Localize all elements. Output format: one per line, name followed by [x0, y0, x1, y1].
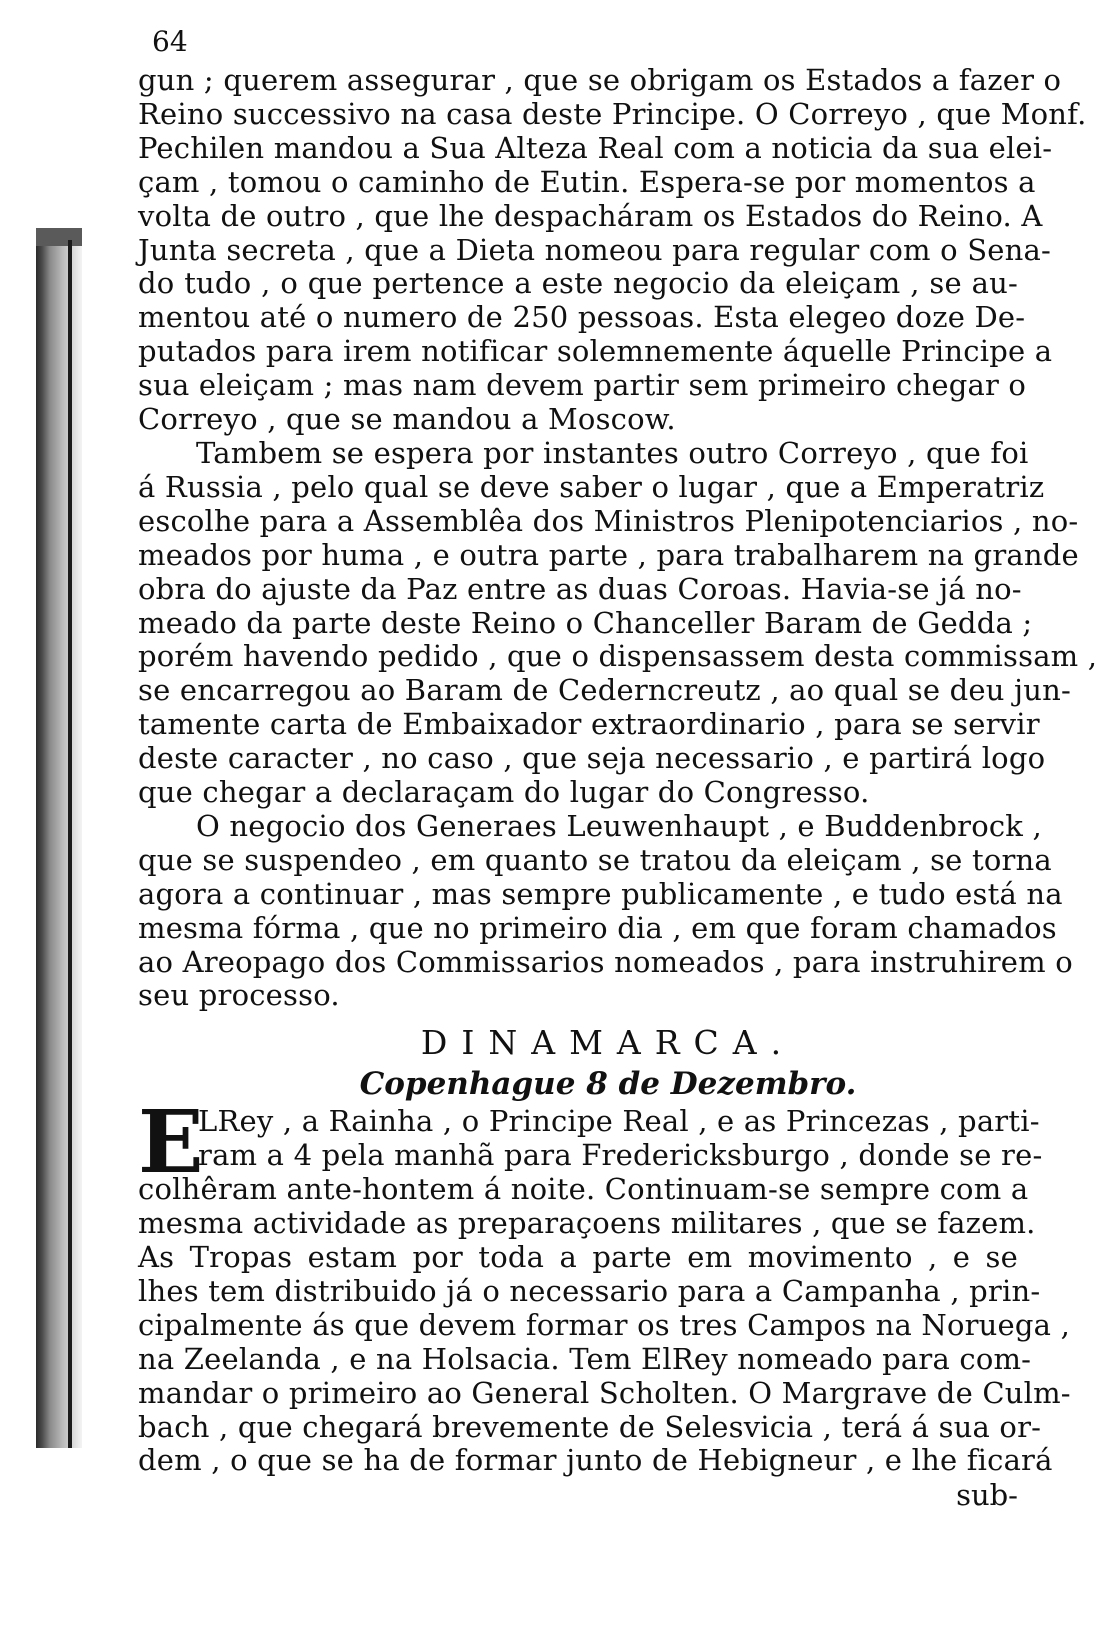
text-line: Correyo , que se mandou a Moscow. [138, 402, 676, 437]
text-line: ao Areopago dos Commissarios nomeados , para instruhirem o [138, 944, 1073, 979]
text-line: putados para irem notificar solemnemente áquelle Principe a [138, 334, 1053, 369]
page-number: 64 [152, 25, 188, 58]
text-line: bach , que chegará brevemente de Selesvicia , terá á sua or- [138, 1409, 1042, 1444]
text-line: Reino successivo na casa deste Principe. O Correyo , que Monf. [138, 96, 1087, 131]
text-line: mesma fórma , que no primeiro dia , em que foram chamados [138, 910, 1057, 945]
drop-cap: E [138, 1092, 204, 1194]
text-line: mentou até o numero de 250 pessoas. Esta elegeo doze De- [138, 300, 1026, 335]
text-line: agora a continuar , mas sempre publicamente , e tudo está na [138, 876, 1063, 911]
text-line: se encarregou ao Baram de Cederncreutz , ao qual se deu jun- [138, 673, 1071, 708]
text-line: lhes tem distribuido já o necessario para a Campanha , prin- [138, 1273, 1041, 1308]
text-line: gun ; querem assegurar , que se obrigam os Estados a fazer o [138, 63, 1062, 97]
text-line: O negocio dos Generaes Leuwenhaupt , e Buddenbrock , [196, 808, 1042, 843]
text-line: tamente carta de Embaixador extraordinario , para se servir [138, 707, 1040, 742]
paragraph-sweden-election [138, 63, 1087, 437]
text-line: porém havendo pedido , que o dispensassem desta commissam , [138, 639, 1098, 674]
binding-gutter [36, 228, 82, 1448]
text-line: meados por huma , e outra parte , para trabalharem na grande [138, 537, 1079, 572]
catchword: sub- [956, 1478, 1018, 1513]
text-line: á Russia , pelo qual se deve saber o lugar , que a Emperatriz [138, 469, 1045, 504]
text-line: mesma actividade as preparaçoens militares , que se fazem. [138, 1206, 1036, 1241]
binding-gutter-top [36, 228, 82, 246]
text-line: Pechilen mandou a Sua Alteza Real com a noticia da sua elei- [138, 130, 1053, 165]
paragraph-generals-trial [138, 808, 1073, 1013]
text-line: que se suspendeo , em quanto se tratou da eleiçam , se torna [138, 842, 1052, 877]
text-line: Tambem se espera por instantes outro Correyo , que foi [196, 435, 1029, 470]
text-line: cipalmente ás que devem formar os tres Campos na Noruega , [138, 1307, 1070, 1342]
text-line: As Tropas estam por toda a parte em movimento , e se [138, 1240, 1018, 1274]
dateline: Copenhague 8 de Dezembro. [359, 1066, 857, 1103]
text-line: dem , o que se ha de formar junto de Hebigneur , e lhe ficará [138, 1443, 1053, 1478]
text-line: Junta secreta , que a Dieta nomeou para regular com o Sena- [138, 232, 1052, 267]
text-line: çam , tomou o caminho de Eutin. Espera-se por momentos a [138, 164, 1036, 199]
text-line: do tudo , o que pertence a este negocio da eleiçam , se au- [138, 266, 1018, 301]
text-line: meado da parte deste Reino o Chanceller Baram de Gedda ; [138, 605, 1033, 640]
page-text [138, 24, 1098, 1513]
text-line: mandar o primeiro ao General Scholten. O Margrave de Culm- [138, 1375, 1071, 1410]
text-line: LRey , a Rainha , o Principe Real , e as Princezas , parti- [198, 1104, 1040, 1139]
binding-gutter-edge [68, 240, 72, 1448]
text-line: sua eleiçam ; mas nam devem partir sem primeiro chegar o [138, 368, 1027, 403]
text-line: obra do ajuste da Paz entre as duas Coroas. Havia-se já no- [138, 571, 1022, 606]
paragraph-denmark [138, 1092, 1071, 1478]
text-line: escolhe para a Assemblêa dos Ministros Plenipotenciarios , no- [138, 503, 1079, 538]
text-line: na Zeelanda , e na Holsacia. Tem ElRey nomeado para com- [138, 1341, 1032, 1376]
paragraph-peace-congress [138, 435, 1098, 810]
section-title: DINAMARCA. [420, 1023, 796, 1063]
text-line: que chegar a declaraçam do lugar do Congresso. [138, 775, 870, 810]
text-line: ram a 4 pela manhã para Fredericksburgo , donde se re- [198, 1138, 1043, 1173]
text-line: volta de outro , que lhe despacháram os Estados do Reino. A [138, 198, 1043, 233]
text-line: colhêram ante-hontem á noite. Continuam-se sempre com a [138, 1172, 1029, 1207]
text-line: deste caracter , no caso , que seja necessario , e partirá logo [138, 741, 1046, 776]
text-line: seu processo. [138, 978, 340, 1013]
